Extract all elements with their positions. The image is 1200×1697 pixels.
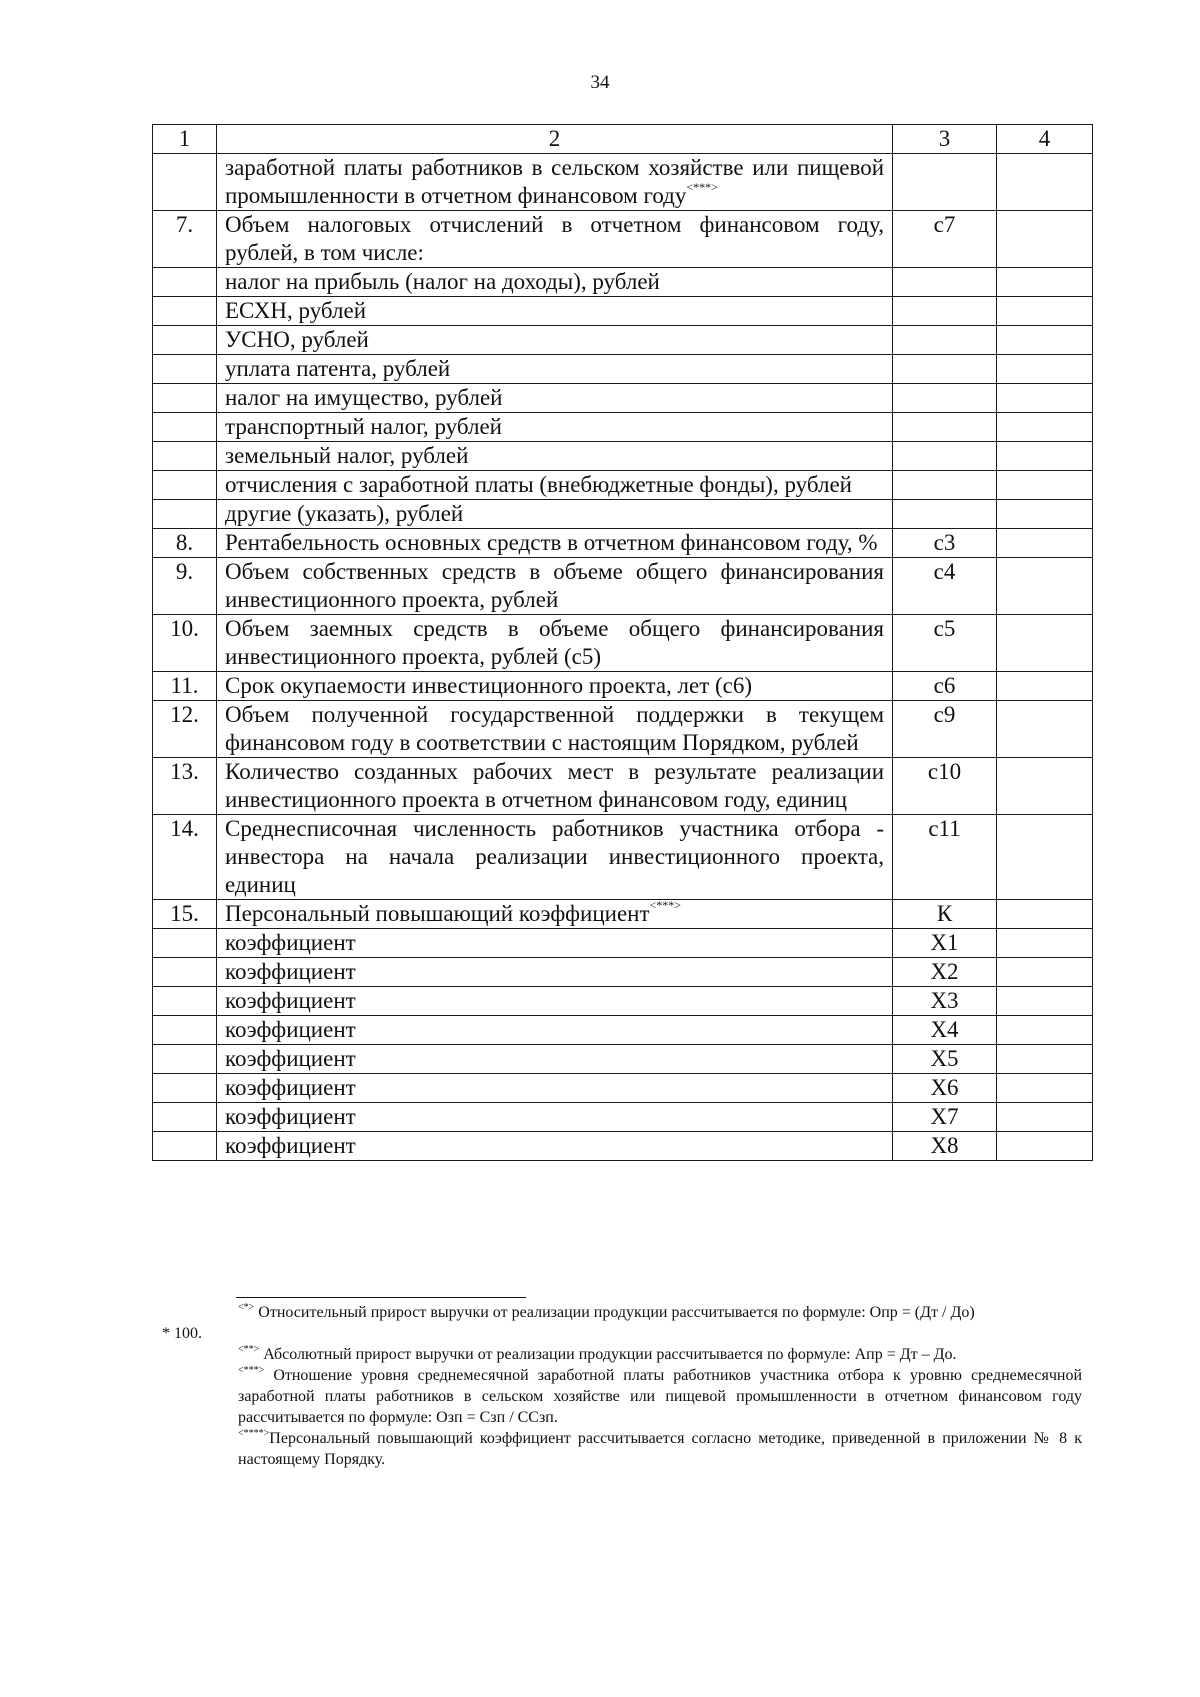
table-row — [153, 900, 1093, 929]
footnote-4 — [162, 1428, 1082, 1470]
indicator-code — [893, 355, 997, 384]
value-cell — [997, 1045, 1093, 1074]
value-cell — [997, 326, 1093, 355]
indicator-text — [217, 558, 893, 615]
footnote-1 — [162, 1302, 1082, 1344]
indicator-label: коэффициент — [225, 1046, 356, 1071]
value-cell — [997, 154, 1093, 211]
indicator-label: Объем налоговых отчислений в отчетном финансовом году, рублей, в том числе: — [225, 212, 884, 265]
sub-indicator-text — [217, 384, 893, 413]
value-cell — [997, 297, 1093, 326]
value-cell — [997, 958, 1093, 987]
indicator-code — [893, 297, 997, 326]
row-number: 8. — [153, 529, 217, 558]
indicator-text — [217, 900, 893, 929]
value-cell — [997, 1074, 1093, 1103]
table-body — [153, 154, 1093, 1161]
sub-indicator-text — [217, 326, 893, 355]
indicator-label: Среднесписочная численность работников участника отбора - инвестора на начала реализации инвестиционного проекта, единиц — [225, 816, 884, 897]
indicator-label: коэффициент — [225, 959, 356, 984]
footnote-reference: <***> — [686, 180, 718, 194]
footnote-3-text: Отношение уровня среднемесячной заработной платы работников участника отбора к уровню среднемесячной заработной платы работников в сельском хозяйстве или пищевой промышленности в отчетном финансовом году рассчитывается по формуле: Озп = Сзп / ССзп. — [238, 1367, 1083, 1426]
value-cell — [997, 529, 1093, 558]
table-row — [153, 268, 1093, 297]
row-number — [153, 1103, 217, 1132]
sub-indicator-text — [217, 1045, 893, 1074]
indicator-text — [217, 211, 893, 268]
sub-indicator-text — [217, 929, 893, 958]
indicator-code: Х5 — [893, 1045, 997, 1074]
sub-indicator-text — [217, 1074, 893, 1103]
indicator-code — [893, 268, 997, 297]
indicator-code — [893, 154, 997, 211]
indicator-label: Объем полученной государственной поддержки в текущем финансовом году в соответствии с настоящим Порядком, рублей — [225, 702, 884, 755]
row-number — [153, 471, 217, 500]
footnotes — [162, 1297, 1082, 1470]
indicators-table — [152, 124, 1093, 1161]
table-row — [153, 529, 1093, 558]
value-cell — [997, 929, 1093, 958]
indicator-text — [217, 672, 893, 701]
indicator-label: налог на прибыль (налог на доходы), рублей — [225, 269, 660, 294]
value-cell — [997, 500, 1093, 529]
sub-indicator-text — [217, 1103, 893, 1132]
indicator-code: Х2 — [893, 958, 997, 987]
row-number: 14. — [153, 815, 217, 900]
row-number — [153, 442, 217, 471]
row-number: 12. — [153, 701, 217, 758]
table-row — [153, 615, 1093, 672]
table-row — [153, 987, 1093, 1016]
value-cell — [997, 1103, 1093, 1132]
footnote-1-continuation: * 100. — [162, 1325, 202, 1342]
table-row — [153, 442, 1093, 471]
indicator-text — [217, 701, 893, 758]
value-cell — [997, 211, 1093, 268]
column-header-3: 3 — [893, 125, 997, 154]
footnote-1-mark: <*> — [238, 1302, 255, 1313]
indicator-label: налог на имущество, рублей — [225, 385, 503, 410]
value-cell — [997, 672, 1093, 701]
table-header-row — [153, 125, 1093, 154]
value-cell — [997, 471, 1093, 500]
sub-indicator-text — [217, 268, 893, 297]
row-number — [153, 1132, 217, 1161]
footnote-1-text: Относительный прирост выручки от реализации продукции рассчитывается по формуле: Опр = (Дт / До) — [258, 1304, 975, 1321]
value-cell — [997, 701, 1093, 758]
sub-indicator-text — [217, 413, 893, 442]
indicator-label: УСНО, рублей — [225, 327, 369, 352]
indicator-code: Х3 — [893, 987, 997, 1016]
footnote-reference: <***> — [649, 898, 682, 912]
footnote-2-text: Абсолютный прирост выручки от реализации продукции рассчитывается по формуле: Апр = Дт – До. — [263, 1346, 957, 1363]
table-row — [153, 672, 1093, 701]
column-header-4: 4 — [997, 125, 1093, 154]
indicator-code: с6 — [893, 672, 997, 701]
row-number — [153, 326, 217, 355]
indicator-label: коэффициент — [225, 988, 356, 1013]
indicator-code — [893, 471, 997, 500]
footnote-2-mark: <**> — [238, 1344, 260, 1355]
indicator-code: с4 — [893, 558, 997, 615]
row-number — [153, 1045, 217, 1074]
indicator-code: Х4 — [893, 1016, 997, 1045]
indicator-text — [217, 815, 893, 900]
column-header-1: 1 — [153, 125, 217, 154]
value-cell — [997, 815, 1093, 900]
row-number — [153, 154, 217, 211]
indicator-label: Объем заемных средств в объеме общего финансирования инвестиционного проекта, рублей (с5) — [225, 616, 884, 669]
table-row — [153, 297, 1093, 326]
indicator-code: с9 — [893, 701, 997, 758]
indicator-label: коэффициент — [225, 930, 356, 955]
indicator-code — [893, 442, 997, 471]
indicator-label: коэффициент — [225, 1133, 356, 1158]
indicator-code: К — [893, 900, 997, 929]
row-number: 15. — [153, 900, 217, 929]
indicator-code: с10 — [893, 758, 997, 815]
value-cell — [997, 900, 1093, 929]
value-cell — [997, 558, 1093, 615]
row-number — [153, 500, 217, 529]
indicator-code — [893, 326, 997, 355]
sub-indicator-text — [217, 1132, 893, 1161]
row-number — [153, 413, 217, 442]
value-cell — [997, 1016, 1093, 1045]
table-row — [153, 355, 1093, 384]
row-number — [153, 1016, 217, 1045]
table-row — [153, 758, 1093, 815]
sub-indicator-text — [217, 355, 893, 384]
table-row — [153, 558, 1093, 615]
indicator-code: Х1 — [893, 929, 997, 958]
indicator-text — [217, 154, 893, 211]
row-number — [153, 297, 217, 326]
value-cell — [997, 268, 1093, 297]
value-cell — [997, 615, 1093, 672]
indicator-label: другие (указать), рублей — [225, 501, 464, 526]
footnote-3 — [162, 1365, 1082, 1428]
row-number: 13. — [153, 758, 217, 815]
value-cell — [997, 442, 1093, 471]
sub-indicator-text — [217, 500, 893, 529]
row-number: 10. — [153, 615, 217, 672]
indicator-label: коэффициент — [225, 1104, 356, 1129]
table-row — [153, 413, 1093, 442]
table-row — [153, 471, 1093, 500]
indicator-code: с7 — [893, 211, 997, 268]
indicator-code: Х8 — [893, 1132, 997, 1161]
indicator-code: с3 — [893, 529, 997, 558]
table-row — [153, 1016, 1093, 1045]
table-row — [153, 211, 1093, 268]
indicator-label: Рентабельность основных средств в отчетном финансовом году, % — [225, 530, 878, 555]
indicator-code: с5 — [893, 615, 997, 672]
row-number — [153, 958, 217, 987]
row-number — [153, 929, 217, 958]
row-number — [153, 355, 217, 384]
row-number: 7. — [153, 211, 217, 268]
indicator-label: Количество созданных рабочих мест в результате реализации инвестиционного проекта в отчетном финансовом году, единиц — [225, 759, 884, 812]
row-number: 9. — [153, 558, 217, 615]
indicator-label: уплата патента, рублей — [225, 356, 451, 381]
table-row — [153, 815, 1093, 900]
table-row — [153, 1103, 1093, 1132]
indicator-code: с11 — [893, 815, 997, 900]
indicator-code — [893, 384, 997, 413]
indicator-text — [217, 529, 893, 558]
indicator-code — [893, 500, 997, 529]
indicator-label: Персональный повышающий коэффициент — [225, 901, 650, 926]
column-header-2: 2 — [217, 125, 893, 154]
table-row — [153, 500, 1093, 529]
table-row — [153, 326, 1093, 355]
indicator-code — [893, 413, 997, 442]
sub-indicator-text — [217, 297, 893, 326]
indicator-label: транспортный налог, рублей — [225, 414, 502, 439]
value-cell — [997, 413, 1093, 442]
indicator-text — [217, 615, 893, 672]
table-row — [153, 929, 1093, 958]
table-row — [153, 1074, 1093, 1103]
footnote-4-text: Персональный повышающий коэффициент рассчитывается согласно методике, приведенной в приложении № 8 к настоящему Порядку. — [238, 1430, 1082, 1468]
value-cell — [997, 1132, 1093, 1161]
table-row — [153, 1045, 1093, 1074]
sub-indicator-text — [217, 442, 893, 471]
value-cell — [997, 987, 1093, 1016]
indicator-label: ЕСХН, рублей — [225, 298, 367, 323]
footnote-4-mark: <****> — [238, 1428, 270, 1439]
table-row — [153, 1132, 1093, 1161]
table-row — [153, 154, 1093, 211]
table-row — [153, 384, 1093, 413]
sub-indicator-text — [217, 987, 893, 1016]
row-number — [153, 384, 217, 413]
footnote-3-mark: <***> — [238, 1365, 265, 1376]
value-cell — [997, 384, 1093, 413]
indicator-label: заработной платы работников в сельском хозяйстве или пищевой промышленности в отчетном финансовом году — [225, 155, 884, 208]
table-row — [153, 958, 1093, 987]
row-number: 11. — [153, 672, 217, 701]
sub-indicator-text — [217, 958, 893, 987]
indicator-text — [217, 758, 893, 815]
row-number — [153, 987, 217, 1016]
indicator-label: коэффициент — [225, 1017, 356, 1042]
page-number: 34 — [590, 72, 610, 93]
sub-indicator-text — [217, 1016, 893, 1045]
indicator-label: Объем собственных средств в объеме общего финансирования инвестиционного проекта, рублей — [225, 559, 884, 612]
indicator-code: Х7 — [893, 1103, 997, 1132]
indicator-code: Х6 — [893, 1074, 997, 1103]
value-cell — [997, 758, 1093, 815]
footnote-2 — [162, 1344, 1082, 1365]
value-cell — [997, 355, 1093, 384]
row-number — [153, 268, 217, 297]
indicator-label: коэффициент — [225, 1075, 356, 1100]
table-row — [153, 701, 1093, 758]
indicator-label: Срок окупаемости инвестиционного проекта, лет (с6) — [225, 673, 753, 698]
row-number — [153, 1074, 217, 1103]
indicator-label: земельный налог, рублей — [225, 443, 469, 468]
indicator-label: отчисления с заработной платы (внебюджетные фонды), рублей — [225, 472, 852, 497]
sub-indicator-text — [217, 471, 893, 500]
